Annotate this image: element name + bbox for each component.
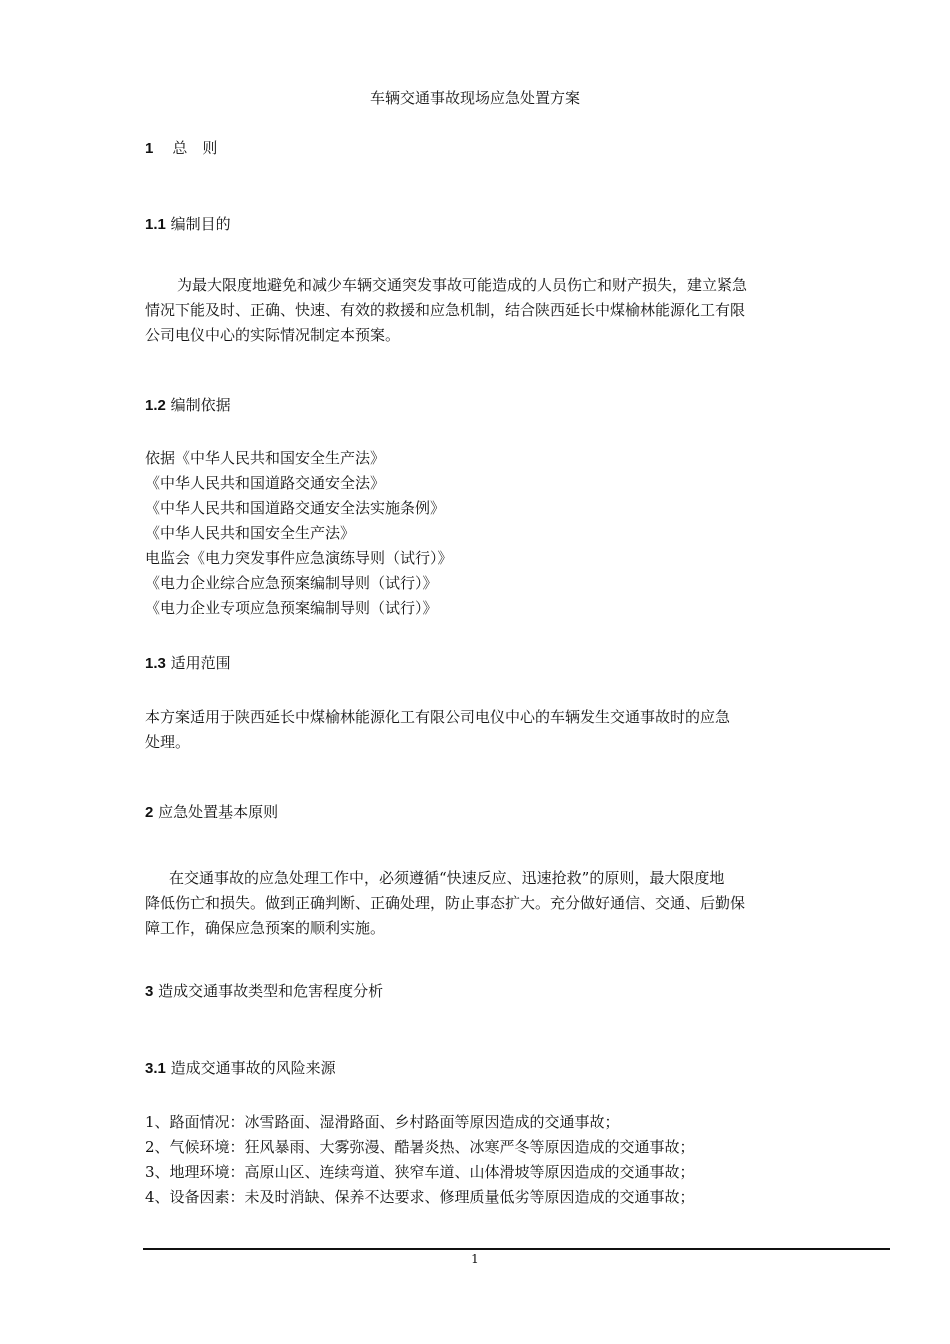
list-item: 2、气候环境：狂风暴雨、大雾弥漫、酷暑炎热、冰寒严冬等原因造成的交通事故；	[145, 1138, 695, 1156]
list-item: 1、路面情况：冰雪路面、湿滑路面、乡村路面等原因造成的交通事故；	[145, 1113, 620, 1131]
section-number: 1.2	[145, 397, 166, 414]
basis-list	[145, 446, 453, 621]
section-title: 应急处置基本原则	[158, 803, 279, 821]
paragraph-line: 障工作，确保应急预案的顺利实施。	[145, 919, 386, 937]
paragraph-line: 公司电仪中心的实际情况制定本预案。	[145, 326, 401, 344]
section-title: 造成交通事故的风险来源	[170, 1059, 336, 1077]
paragraph-line: 在交通事故的应急处理工作中，必须遵循“快速反应、迅速抢救”的原则，最大限度地	[169, 869, 725, 887]
section-1-heading	[145, 138, 217, 159]
section-1-1-heading	[145, 214, 231, 235]
document-title: 车辆交通事故现场应急处置方案	[369, 89, 580, 107]
section-2-heading	[145, 802, 278, 823]
section-number: 2	[145, 804, 154, 821]
section-title: 适用范围	[170, 654, 231, 672]
section-3-1-heading	[145, 1058, 336, 1079]
page-number: 1	[471, 1252, 479, 1266]
principles-paragraph	[145, 866, 807, 941]
paragraph-line: 为最大限度地避免和减少车辆交通突发事故可能造成的人员伤亡和财产损失，建立紧急	[177, 276, 748, 294]
section-1-3-heading	[145, 653, 231, 674]
section-number: 3.1	[145, 1060, 166, 1077]
section-number: 1	[145, 140, 154, 157]
section-3-heading	[145, 981, 383, 1002]
paragraph-line: 情况下能及时、正确、快速、有效的救援和应急机制，结合陕西延长中煤榆林能源化工有限	[145, 301, 746, 319]
list-item: 4、设备因素：未及时消缺、保养不达要求、修理质量低劣等原因造成的交通事故；	[145, 1188, 695, 1206]
footer-divider	[143, 1248, 890, 1250]
section-title: 编制依据	[170, 396, 231, 414]
list-item: 电监会《电力突发事件应急演练导则（试行）》	[145, 549, 453, 567]
list-item: 《中华人民共和国道路交通安全法》	[145, 474, 386, 492]
section-number: 1.3	[145, 655, 166, 672]
paragraph-line: 降低伤亡和损失。做到正确判断、正确处理，防止事态扩大。充分做好通信、交通、后勤保	[145, 894, 746, 912]
section-title: 造成交通事故类型和危害程度分析	[158, 982, 384, 1000]
section-title: 总 则	[172, 139, 218, 157]
list-item: 《电力企业专项应急预案编制导则（试行）》	[145, 599, 438, 617]
section-1-2-heading	[145, 395, 231, 416]
list-item: 3、地理环境：高原山区、连续弯道、狭窄车道、山体滑坡等原因造成的交通事故；	[145, 1163, 695, 1181]
purpose-paragraph	[145, 273, 807, 348]
section-number: 1.1	[145, 216, 166, 233]
section-number: 3	[145, 983, 154, 1000]
section-title: 编制目的	[170, 215, 231, 233]
list-item: 《中华人民共和国道路交通安全法实施条例》	[145, 499, 446, 517]
scope-paragraph	[145, 705, 807, 755]
paragraph-line: 本方案适用于陕西延长中煤榆林能源化工有限公司电仪中心的车辆发生交通事故时的应急	[145, 708, 731, 726]
list-item: 《中华人民共和国安全生产法》	[145, 524, 356, 542]
list-item: 《电力企业综合应急预案编制导则（试行）》	[145, 574, 438, 592]
risk-source-list	[145, 1110, 695, 1210]
paragraph-line: 处理。	[145, 733, 191, 751]
list-item: 依据《中华人民共和国安全生产法》	[145, 449, 386, 467]
